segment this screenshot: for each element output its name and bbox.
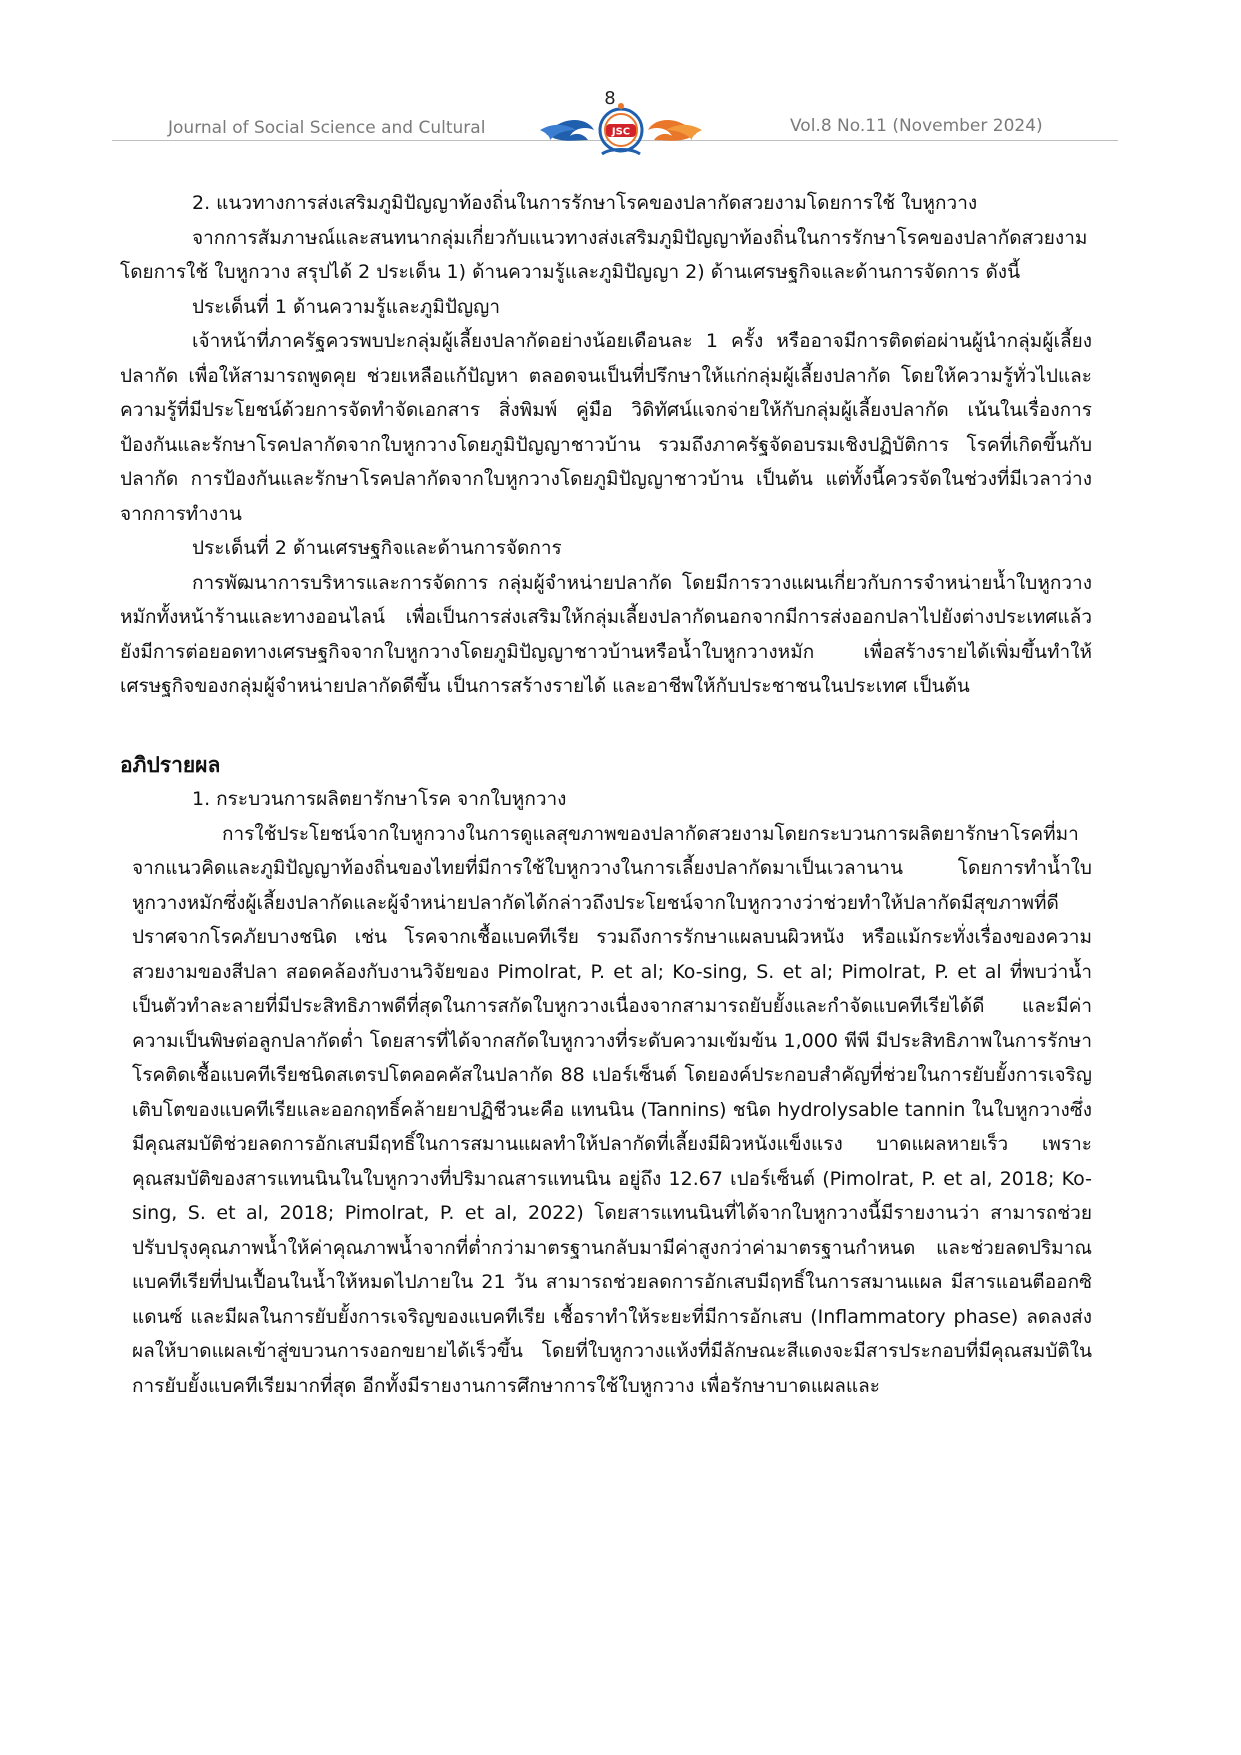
journal-logo-icon (536, 100, 706, 164)
section-2-heading: 2. แนวทางการส่งเสริมภูมิปัญญาท้องถิ่นในการรักษาโรคของปลากัดสวยงามโดยการใช้ ใบหูกวาง (192, 192, 978, 214)
issue-2-body: การพัฒนาการบริหารและการจัดการ กลุ่มผู้จำหน่ายปลากัด โดยมีการวางแผนเกี่ยวกับการจำหน่ายน้ำใบหูกวางหมักทั้งหน้าร้านและทางออนไลน์ เพื่อเป็นการส่งเสริมให้กลุ่มเลี้ยงปลากัดนอกจากมีการส่งออกปลาไปยังต่างประเทศแล้ว ยังมีการต่อยอดทางเศรษฐกิจจากใบหูกวางโดยภูมิปัญญาชาวบ้านหรือน้ำใบหูกวางหมัก เพื่อสร้างรายได้เพิ่มขึ้นทำให้เศรษฐกิจของกลุ่มผู้จำหน่ายปลากัดดีขึ้น เป็นการสร้างรายได้ และอาชีพให้กับประชาชนในประเทศ เป็นต้น (120, 571, 1092, 697)
page-header (0, 0, 1241, 150)
volume-info: Vol.8 No.11 (November 2024) (790, 116, 1043, 136)
section-2-intro: จากการสัมภาษณ์และสนทนากลุ่มเกี่ยวกับแนวทางส่งเสริมภูมิปัญญาท้องถิ่นในการรักษาโรคของปลากัดสวยงามโดยการใช้ ใบหูกวาง สรุปได้ 2 ประเด็น 1) ด้านความรู้และภูมิปัญญา 2) ด้านเศรษฐกิจและด้านการจัดการ ดังนี้ (120, 226, 1088, 283)
page-body (120, 186, 1092, 1403)
page-number: 8 (604, 88, 616, 109)
discussion-heading: อภิปรายผล (120, 752, 221, 777)
issue-2-title: ประเด็นที่ 2 ด้านเศรษฐกิจและด้านการจัดการ (192, 537, 562, 559)
issue-1-title: ประเด็นที่ 1 ด้านความรู้และภูมิปัญญา (192, 295, 501, 318)
discussion-subheading: 1. กระบวนการผลิตยารักษาโรค จากใบหูกวาง (192, 788, 567, 810)
discussion-body-block (120, 817, 1092, 1404)
issue-1-body: เจ้าหน้าที่ภาครัฐควรพบปะกลุ่มผู้เลี้ยงปลากัดอย่างน้อยเดือนละ 1 ครั้ง หรืออาจมีการติดต่อผ่านผู้นำกลุ่มผู้เลี้ยงปลากัด เพื่อให้สามารถพูดคุย ช่วยเหลือแก้ปัญหา ตลอดจนเป็นที่ปรึกษาให้แก่กลุ่มผู้เลี้ยงปลากัด โดยให้ความรู้ทั่วไปและความรู้ที่มีประโยชน์ด้วยการจัดทำจัดเอกสาร สิ่งพิมพ์ คู่มือ วิดิทัศน์แจกจ่ายให้กับกลุ่มผู้เลี้ยงปลากัด เน้นในเรื่องการป้องกันและรักษาโรคปลากัดจากใบหูกวางโดยภูมิปัญญาชาวบ้าน รวมถึงภาครัฐจัดอบรมเชิงปฏิบัติการ โรคที่เกิดขึ้นกับปลากัด การป้องกันและรักษาโรคปลากัดจากใบหูกวางโดยภูมิปัญญาชาวบ้าน เป็นต้น แต่ทั้งนี้ควรจัดในช่วงที่มีเวลาว่างจากการทำงาน (120, 330, 1092, 525)
journal-name: Journal of Social Science and Cultural (168, 118, 486, 138)
discussion-body: การใช้ประโยชน์จากใบหูกวางในการดูแลสุขภาพของปลากัดสวยงามโดยกระบวนการผลิตยารักษาโรคที่มาจากแนวคิดและภูมิปัญญาท้องถิ่นของไทยที่มีการใช้ใบหูกวางในการเลี้ยงปลากัดมาเป็นเวลานาน โดยการทำน้ำใบหูกวางหมักซึ่งผู้เลี้ยงปลากัดและผู้จำหน่ายปลากัดได้กล่าวถึงประโยชน์จากใบหูกวางว่าช่วยทำให้ปลากัดมีสุขภาพที่ดี ปราศจากโรคภัยบางชนิด เช่น โรคจากเชื้อแบคทีเรีย รวมถึงการรักษาแผลบนผิวหนัง หรือแม้กระทั่งเรื่องของความสวยงามของสีปลา สอดคล้องกับงานวิจัยของ Pimolrat, P. et al; Ko-sing, S. et al; Pimolrat, P. et al ที่พบว่าน้ำเป็นตัวทำละลายที่มีประสิทธิภาพดีที่สุดในการสกัดใบหูกวางเนื่องจากสามารถยับยั้งและกำจัดแบคทีเรียได้ดี และมีค่าความเป็นพิษต่อลูกปลากัดต่ำ โดยสารที่ได้จากสกัดใบหูกวางที่ระดับความเข้มข้น 1,000 พีพี มีประสิทธิภาพในการรักษาโรคติดเชื้อแบคทีเรียชนิดสเตรปโตคอคคัสในปลากัด 88 เปอร์เซ็นต์ โดยองค์ประกอบสำคัญที่ช่วยในการยับยั้งการเจริญเติบโตของแบคทีเรียและออกฤทธิ์คล้ายยาปฏิชีวนะคือ แทนนิน (Tannins) ชนิด hydrolysable tannin ในใบหูกวางซึ่งมีคุณสมบัติช่วยลดการอักเสบมีฤทธิ์ในการสมานแผลทำให้ปลากัดที่เลี้ยงมีผิวหนังแข็งแรง บาดแผลหายเร็ว เพราะคุณสมบัติของสารแทนนินในใบหูกวางที่ปริมาณสารแทนนิน อยู่ถึง 12.67 เปอร์เซ็นต์ (Pimolrat, P. et al, 2018; Ko-sing, S. et al, 2018; Pimolrat, P. et al, 2022) โดยสารแทนนินที่ได้จากใบหูกวางนี้มีรายงานว่า สามารถช่วยปรับปรุงคุณภาพน้ำให้ค่าคุณภาพน้ำจากที่ต่ำกว่ามาตรฐานกลับมามีค่าสูงกว่าค่ามาตรฐานกำหนด และช่วยลดปริมาณแบคทีเรียที่ปนเปื้อนในน้ำให้หมดไปภายใน 21 วัน สามารถช่วยลดการอักเสบมีฤทธิ์ในการสมานแผล มีสารแอนตีออกซิแดนซ์ และมีผลในการยับยั้งการเจริญของแบคทีเรีย เชื้อราทำให้ระยะที่มีการอักเสบ (Inflammatory phase) ลดลงส่งผลให้บาดแผลเข้าสู่ขบวนการงอกขยายได้เร็วขึ้น โดยที่ใบหูกวางแห้งที่มีลักษณะสีแดงจะมีสารประกอบที่มีคุณสมบัติในการยับยั้งแบคทีเรียมากที่สุด อีกทั้งมีรายงานการศึกษาการใช้ใบหูกวาง เพื่อรักษาบาดแผลและ (132, 822, 1092, 1397)
logo-top-dot (618, 103, 624, 109)
logo-text: JSC (611, 126, 631, 138)
